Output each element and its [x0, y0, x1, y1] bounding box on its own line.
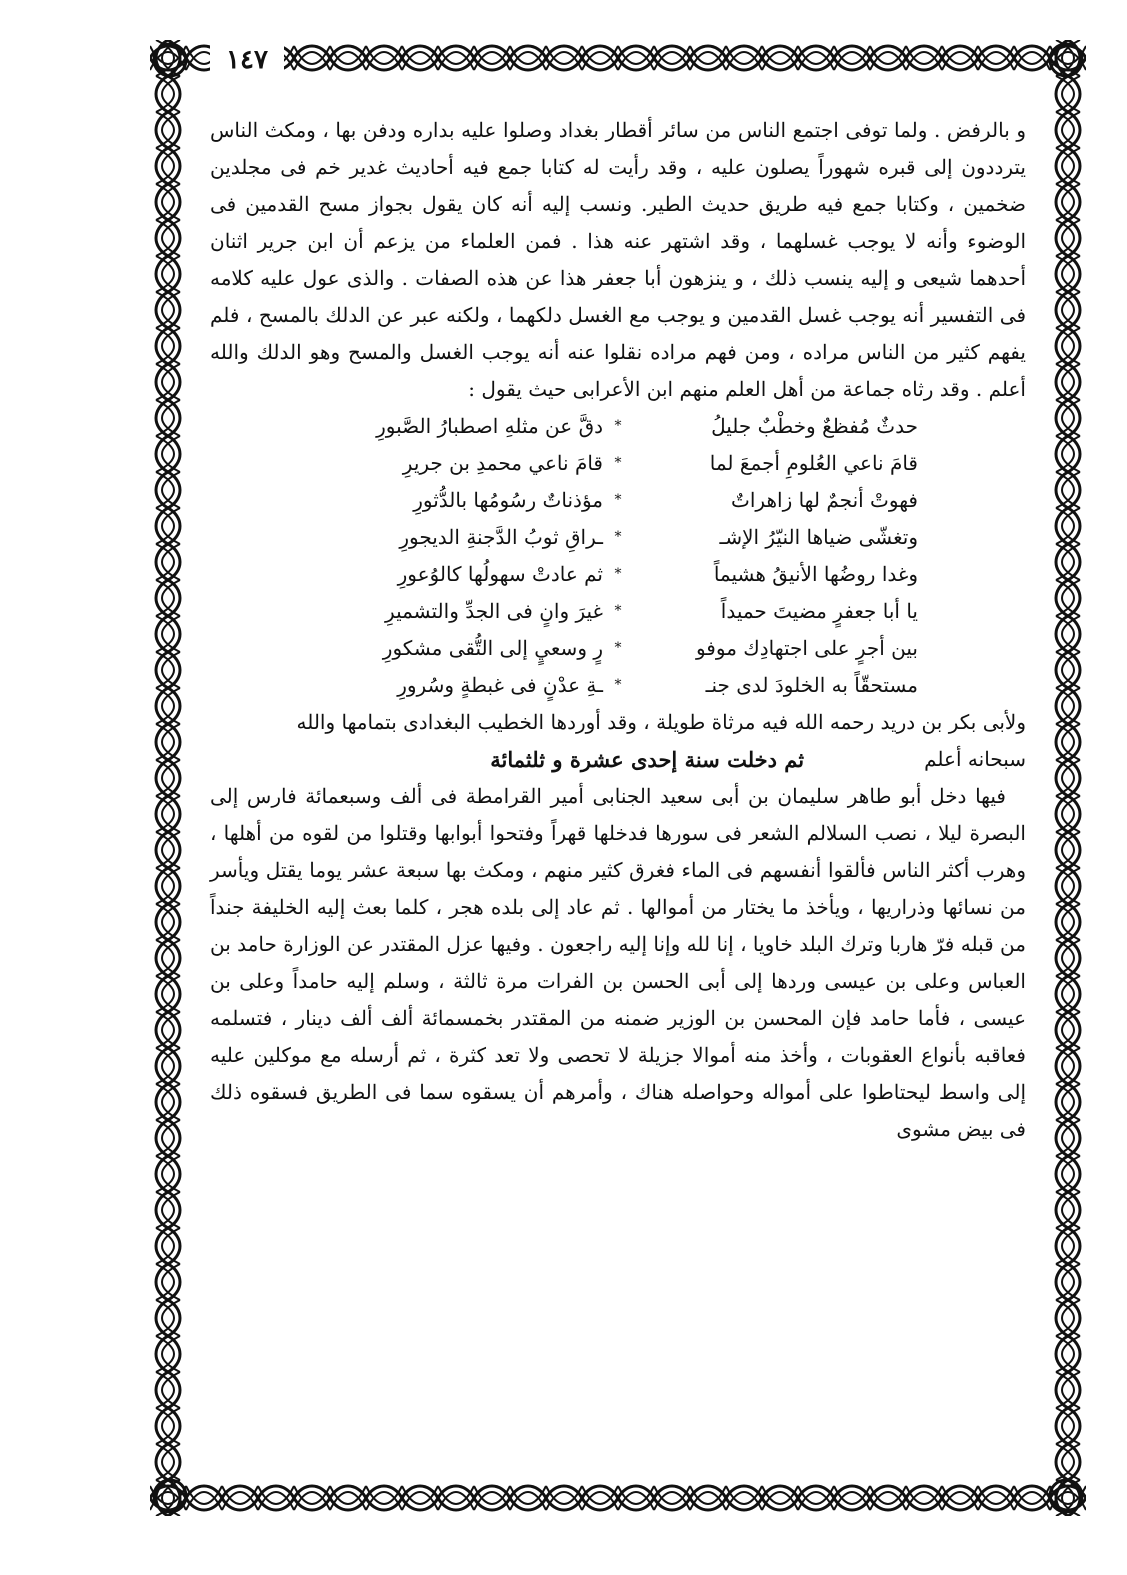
elegy-poem — [318, 408, 918, 704]
verse-3-second: مؤذناتٌ رسُومُها بالدُّثورِ — [413, 488, 603, 512]
verse-7-first: بين أجرٍ على اجتهادِك موفو — [695, 636, 918, 660]
verse-4-second: ـراقِ ثوبُ الدَّجنةِ الديجورِ — [399, 525, 603, 549]
verse-separator: * — [614, 603, 622, 619]
verse-4-first: وتغشّى ضياها النيّرُ الإشـ — [719, 525, 918, 549]
verse-separator: * — [614, 529, 622, 545]
verse-separator: * — [614, 566, 622, 582]
page-frame — [150, 40, 1086, 1516]
verse-2-second: قامَ ناعي محمدِ بن جريرِ — [402, 451, 603, 475]
verse-8-second: ـةِ عدْنٍ فى غبطةٍ وسُرورِ — [397, 673, 603, 697]
verse-separator: * — [614, 455, 622, 471]
closing-row — [210, 741, 1026, 778]
paragraph-year-311: فيها دخل أبو طاهر سليمان بن أبى سعيد الجنابى أمير القرامطة فى ألف وسبعمائة فارس إلى البصرة ليلا ، نصب السلالم الشعر فى سورها فدخلها قهراً وفتحوا أبوابها وقتلوا من لقوه من أهلها ، وهرب أكثر الناس فألقوا أنفسهم فى الماء فغرق كثير منهم ، ومكث بها سبعة عشر يوما يقتل ويأسر من نسائها وذراريها ، ويأخذ ما يختار من أموالها . ثم عاد إلى بلده هجر ، كلما بعث إليه الخليفة جنداً من قبله فرّ هاربا وترك البلد خاويا ، إنا لله وإنا إليه راجعون . وفيها عزل المقتدر عن الوزارة حامد بن العباس وعلى بن عيسى وردها إلى أبى الحسن بن الفرات مرة ثالثة ، وسلم إليه حامداً وعلى بن عيسى ، فأما حامد فإن المحسن بن الوزير ضمنه من المقتدر بخمسمائة ألف ألف دينار ، فتسلمه فعاقبه بأنواع العقوبات ، وأخذ منه أموالا جزيلة لا تحصى ولا تعد كثرة ، ثم أرسله مع موكلين عليه إلى واسط ليحتاطوا على أمواله وحواصله هناك ، وأمرهم أن يسقوه سما فى الطريق فسقوه ذلك فى بيض مشوى — [210, 784, 1026, 1141]
verse-3-first: فهوتْ أنجمٌ لها زاهراتٌ — [731, 488, 918, 512]
verse-1-first: حدثٌ مُفظعٌ وخطْبٌ جليلُ — [711, 414, 918, 438]
verse-1-second: دقَّ عن مثلهِ اصطبارُ الصَّبورِ — [376, 414, 603, 438]
verse-separator: * — [614, 640, 622, 656]
paragraph-ibn-jarir: و بالرفض . ولما توفى اجتمع الناس من سائر أقطار بغداد وصلوا عليه بداره ودفن بها ، ومكث الناس يترددون إلى قبره شهوراً يصلون عليه ، وقد رأيت له كتابا جمع فيه أحاديث غدير خم فى مجلدين ضخمين ، وكتابا جمع فيه طريق حديث الطير. ونسب إليه أنه كان يقول بجواز مسح القدمين فى الوضوء وأنه لا يوجب غسلهما ، وقد اشتهر عنه هذا . فمن العلماء من يزعم أن ابن جرير اثنان أحدهما شيعى و إليه ينسب ذلك ، و ينزهون أبا جعفر هذا عن هذه الصفات . والذى عول عليه كلامه فى التفسير أنه يوجب غسل القدمين و يوجب مع الغسل دلكهما ، ولكنه عبر عن الدلك بالمسح ، فلم يفهم كثير من الناس مراده ، ومن فهم مراده نقلوا عنه أنه يوجب الغسل والمسح وهو الدلك والله أعلم . وقد رثاه جماعة من أهل العلم منهم ابن الأعرابى حيث يقول : — [210, 118, 1027, 401]
page-number: ١٤٧ — [210, 42, 284, 78]
year-heading: ثم دخلت سنة إحدى عشرة و ثلثمائة — [490, 747, 805, 772]
verse-separator: * — [614, 492, 622, 508]
verse-2-first: قامَ ناعي العُلومِ أجمعَ لما — [709, 451, 918, 475]
closing-phrase: سبحانه أعلم — [924, 747, 1026, 771]
verse-5-second: ثم عادتْ سهولُها كالوُعورِ — [397, 562, 603, 586]
main-text — [210, 112, 1026, 1148]
verse-6-second: غيرَ وانٍ فى الجدِّ والتشميرِ — [385, 599, 603, 623]
verse-separator: * — [614, 418, 622, 434]
verse-8-first: مستحقّاً به الخلودَ لدى جنـ — [705, 673, 918, 697]
verse-7-second: رٍ وسعيٍ إلى التُّقى مشكورِ — [382, 636, 603, 660]
verse-separator: * — [614, 677, 622, 693]
verse-6-first: يا أبا جعفرٍ مضيتَ حميداً — [720, 599, 918, 623]
verse-5-first: وغدا روضُها الأنيقُ هشيماً — [713, 562, 918, 586]
paragraph-ibn-durayd: ولأبى بكر بن دريد رحمه الله فيه مرثاة طويلة ، وقد أوردها الخطيب البغدادى بتمامها والله — [296, 710, 1026, 734]
